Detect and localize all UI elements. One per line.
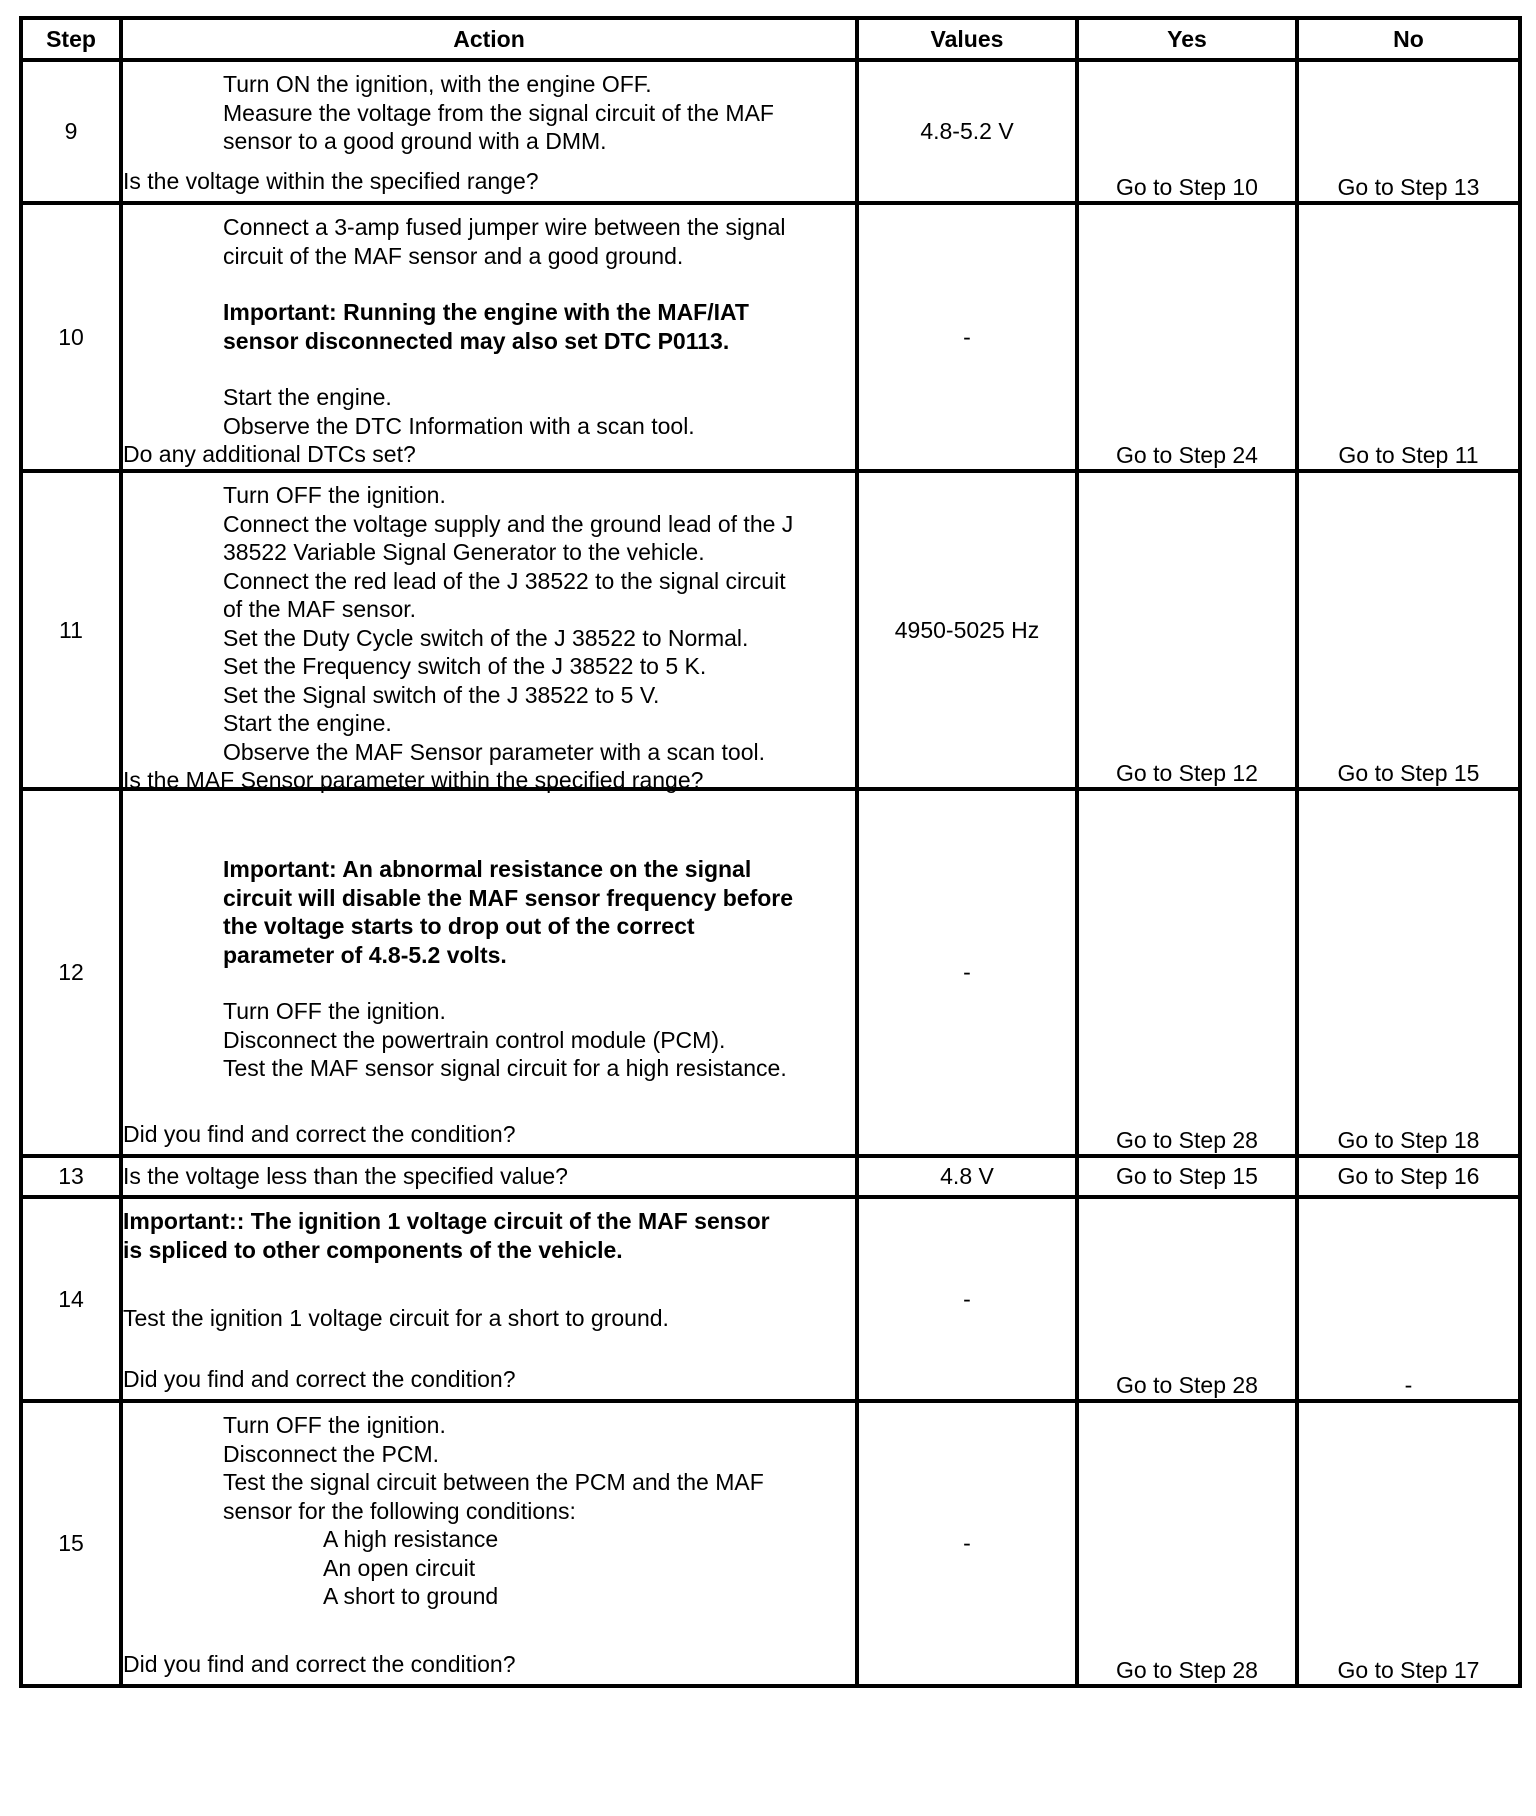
instruction-line: 38522 Variable Signal Generator to the vehicle. [223,539,705,565]
important-note: is spliced to other components of the vehicle. [123,1236,623,1263]
action-cell [121,471,857,793]
no-cell: - [1297,1197,1520,1401]
action-cell [121,1401,857,1686]
question: Is the MAF Sensor parameter within the specified range? [123,767,704,793]
action-cell [121,789,857,1156]
instruction-line: Measure the voltage from the signal circuit of the MAF [223,99,774,126]
instruction-line: Turn OFF the ignition. [223,482,446,508]
table-row-step-9 [21,60,1520,203]
table-row-step-13 [21,1156,1520,1197]
instruction-line: Observe the MAF Sensor parameter with a scan tool. [223,738,766,765]
step-number: 11 [21,471,121,789]
no-cell: Go to Step 13 [1297,60,1520,203]
condition-item: A high resistance [323,1526,499,1552]
yes-cell: Go to Step 28 [1077,789,1297,1156]
table-row-step-11 [21,471,1520,789]
table-row-step-15 [21,1401,1520,1686]
no-cell: Go to Step 11 [1297,203,1520,471]
header-step: Step [21,18,121,60]
table-row-step-10 [21,203,1520,471]
step-number: 13 [21,1156,121,1197]
step-number: 9 [21,60,121,203]
condition-item: A short to ground [323,1583,499,1609]
question: Did you find and correct the condition? [123,1120,516,1147]
question: Did you find and correct the condition? [123,1365,516,1392]
important-note: parameter of 4.8-5.2 volts. [223,941,507,968]
value-cell: 4.8 V [857,1156,1077,1197]
table-row-step-14 [21,1197,1520,1401]
important-note: Important: An abnormal resistance on the signal [223,856,752,882]
question: Is the voltage within the specified range? [123,167,539,194]
instruction-line: Set the Frequency switch of the J 38522 to 5 K. [223,653,707,679]
instruction-line: sensor for the following conditions: [223,1497,576,1524]
instruction-line: Test the signal circuit between the PCM and the MAF [223,1469,764,1495]
instructions [123,1199,855,1333]
instructions [123,62,855,156]
yes-cell: Go to Step 28 [1077,1197,1297,1401]
instructions [123,473,855,766]
yes-cell: Go to Step 24 [1077,203,1297,471]
important-note: circuit will disable the MAF sensor frequency before [223,884,794,911]
header-values: Values [857,18,1077,60]
value-cell: - [857,789,1077,1156]
instruction-line: Connect a 3-amp fused jumper wire between the signal [223,214,786,240]
value-cell: - [857,1197,1077,1401]
instruction-line: Turn OFF the ignition. [223,1412,446,1438]
important-note: Important:: The ignition 1 voltage circuit of the MAF sensor [123,1208,770,1234]
yes-cell: Go to Step 12 [1077,471,1297,789]
header-row [21,18,1520,60]
instruction-line: Observe the DTC Information with a scan tool. [223,412,695,439]
step-number: 14 [21,1197,121,1401]
action-cell [121,1197,857,1401]
instruction-line: circuit of the MAF sensor and a good ground. [223,242,684,269]
no-cell: Go to Step 16 [1297,1156,1520,1197]
question: Did you find and correct the condition? [123,1650,516,1677]
question: Do any additional DTCs set? [123,441,416,467]
diagnostic-table [19,16,1522,1688]
header-no: No [1297,18,1520,60]
important-note: the voltage starts to drop out of the correct [223,913,695,939]
value-cell: 4.8-5.2 V [857,60,1077,203]
action-cell [121,60,857,203]
instruction-line: Turn ON the ignition, with the engine OFF. [223,71,652,97]
instructions [123,791,855,1083]
instruction-line: Start the engine. [223,384,392,410]
instruction-line: Test the ignition 1 voltage circuit for a short to ground. [123,1305,669,1331]
value-cell: 4950-5025 Hz [857,471,1077,789]
instruction-line: of the MAF sensor. [223,596,417,622]
instruction-line: Connect the red lead of the J 38522 to the signal circuit [223,567,786,594]
instructions [123,1403,855,1611]
instruction-line: Connect the voltage supply and the ground lead of the J [223,510,794,537]
important-note: Important: Running the engine with the MAF/IAT [223,299,749,325]
question: Is the voltage less than the specified value? [121,1156,857,1197]
instruction-line: Set the Signal switch of the J 38522 to 5 V. [223,681,660,708]
no-cell: Go to Step 15 [1297,471,1520,789]
yes-cell: Go to Step 28 [1077,1401,1297,1686]
header-action: Action [121,18,857,60]
instruction-line: Disconnect the powertrain control module (PCM). [223,1026,726,1053]
step-number: 12 [21,789,121,1156]
yes-cell: Go to Step 10 [1077,60,1297,203]
instruction-line: Turn OFF the ignition. [223,998,446,1024]
yes-cell: Go to Step 15 [1077,1156,1297,1197]
value-cell: - [857,1401,1077,1686]
instruction-line: Disconnect the PCM. [223,1440,440,1467]
table-row-step-12 [21,789,1520,1156]
action-cell [121,203,857,471]
instruction-line: sensor to a good ground with a DMM. [223,128,607,154]
no-cell: Go to Step 18 [1297,789,1520,1156]
step-number: 10 [21,203,121,471]
step-number: 15 [21,1401,121,1686]
instruction-line: Set the Duty Cycle switch of the J 38522 to Normal. [223,624,749,651]
important-note: sensor disconnected may also set DTC P0113. [223,327,730,354]
value-cell: - [857,203,1077,471]
condition-item: An open circuit [323,1554,476,1581]
header-yes: Yes [1077,18,1297,60]
instructions [123,205,855,440]
instruction-line: Test the MAF sensor signal circuit for a high resistance. [223,1055,787,1081]
no-cell: Go to Step 17 [1297,1401,1520,1686]
instruction-line: Start the engine. [223,710,392,736]
